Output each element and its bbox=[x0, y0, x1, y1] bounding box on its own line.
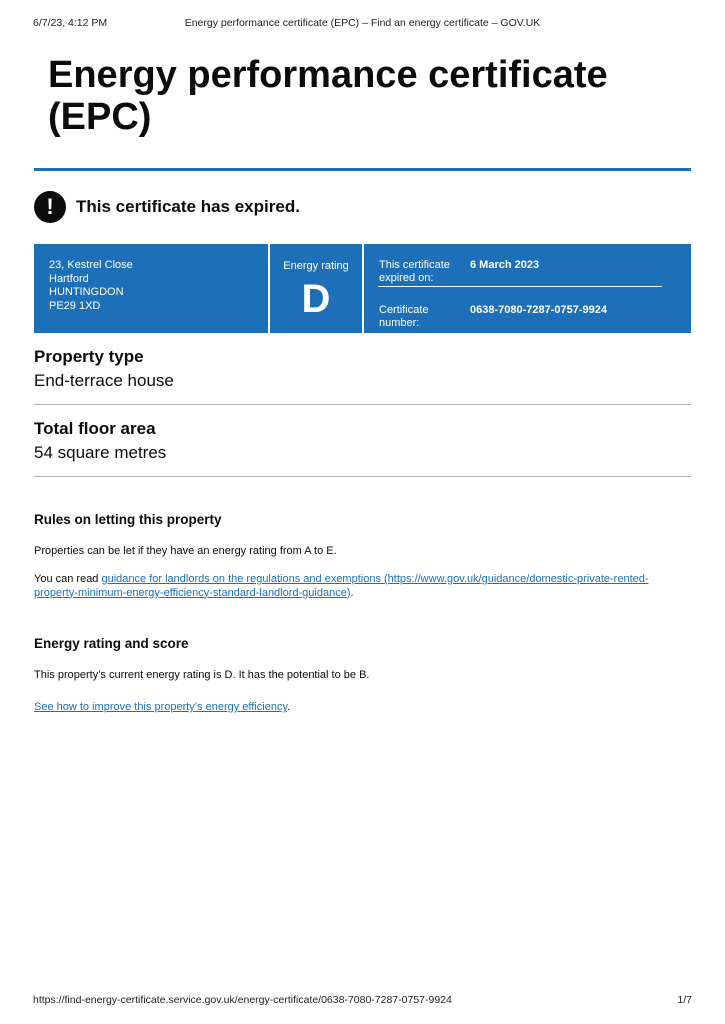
letting-rules-text: Properties can be let if they have an energy rating from A to E. bbox=[34, 545, 337, 557]
address-line-1: 23, Kestrel Close bbox=[49, 259, 133, 271]
guidance-suffix: . bbox=[350, 586, 354, 599]
expired-warning-text: This certificate has expired. bbox=[76, 197, 300, 216]
summary-divider bbox=[34, 404, 691, 405]
certificate-number: 0638-7080-7287-0757-9924 bbox=[470, 304, 608, 316]
expired-on-date: 6 March 2023 bbox=[470, 259, 540, 271]
page-title bbox=[48, 54, 688, 138]
guidance-prefix: You can read bbox=[34, 573, 102, 585]
page-indicator: 1/7 bbox=[677, 994, 692, 1006]
print-datetime: 6/7/23, 4:12 PM bbox=[33, 17, 108, 29]
box-divider bbox=[362, 244, 364, 333]
page-title-line-1: Energy performance certificate bbox=[48, 54, 608, 96]
property-type-label: Property type bbox=[34, 347, 144, 366]
landlord-guidance-paragraph bbox=[34, 573, 684, 600]
address-line-2: Hartford bbox=[49, 272, 89, 285]
floor-area-row bbox=[34, 418, 691, 464]
expired-warning bbox=[34, 190, 300, 224]
certificate-number-label: Certificate number: bbox=[379, 304, 429, 329]
letting-rules-heading: Rules on letting this property bbox=[34, 512, 222, 527]
floor-area-label: Total floor area bbox=[34, 419, 156, 438]
certificate-divider bbox=[378, 286, 662, 287]
improve-efficiency-link[interactable]: See how to improve this property’s energy efficiency bbox=[34, 701, 288, 713]
exclamation-icon: ! bbox=[34, 191, 66, 223]
expired-on-label: This certificate expired on: bbox=[379, 259, 450, 284]
property-address bbox=[49, 259, 133, 313]
print-header bbox=[0, 17, 725, 31]
property-type-row bbox=[34, 346, 691, 392]
address-line-4: PE29 1XD bbox=[49, 299, 101, 312]
energy-rating-label: Energy rating bbox=[283, 260, 349, 272]
improve-efficiency-paragraph bbox=[34, 701, 684, 715]
page-title-line-2: (EPC) bbox=[48, 96, 152, 138]
improve-suffix: . bbox=[287, 701, 291, 713]
print-page-title: Energy performance certificate (EPC) – Find an energy certificate – GOV.UK bbox=[184, 17, 541, 29]
energy-rating-value: D bbox=[301, 277, 331, 321]
summary-divider bbox=[34, 476, 691, 477]
title-divider bbox=[34, 168, 691, 171]
certificate-summary-box bbox=[34, 244, 691, 333]
energy-rating-score-heading: Energy rating and score bbox=[34, 636, 189, 651]
energy-rating-score-text: This property’s current energy rating is D. It has the potential to be B. bbox=[34, 669, 370, 681]
address-line-3: HUNTINGDON bbox=[49, 286, 124, 298]
landlord-guidance-link[interactable]: guidance for landlords on the regulations and exemptions (https://www.gov.uk/guidance/domestic-private-rented-property-minimum-energy-efficiency-standard-landlord-guidance) bbox=[34, 573, 649, 599]
floor-area-value: 54 square metres bbox=[34, 443, 167, 462]
print-url: https://find-energy-certificate.service.gov.uk/energy-certificate/0638-7080-7287-0757-9924 bbox=[33, 994, 452, 1006]
property-type-value: End-terrace house bbox=[34, 371, 174, 390]
